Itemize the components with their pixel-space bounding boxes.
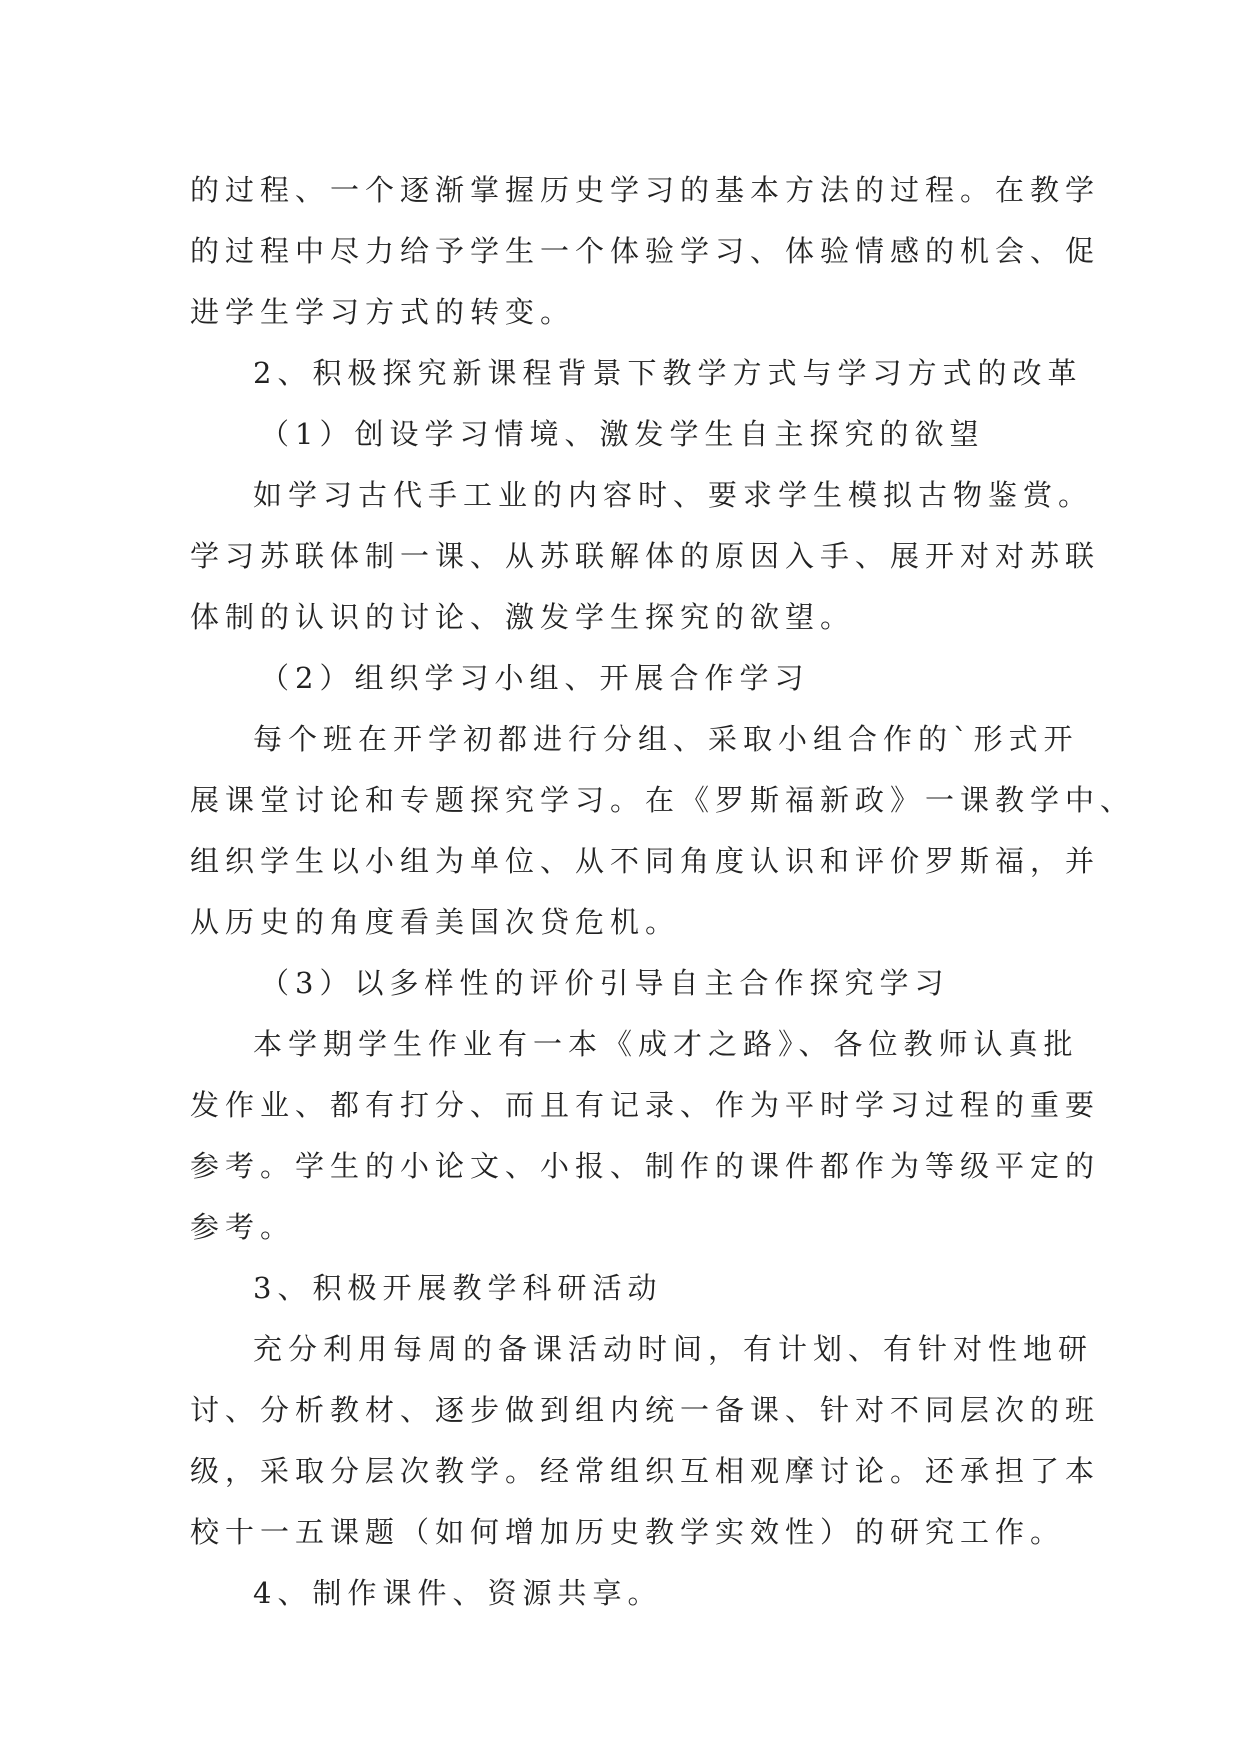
paragraph-start: 如学习古代手工业的内容时、要求学生模拟古物鉴赏。: [253, 478, 1094, 512]
subsection-heading: （1）创设学习情境、激发学生自主探究的欲望: [260, 417, 985, 451]
text-line: 发作业、都有打分、而且有记录、作为平时学习过程的重要: [190, 1088, 1101, 1122]
document-body: [190, 160, 1136, 1624]
subsection-heading: （3）以多样性的评价引导自主合作探究学习: [260, 966, 950, 1000]
section-heading: 2、积极探究新课程背景下教学方式与学习方式的改革: [253, 356, 1083, 390]
paragraph-start: 本学期学生作业有一本《成才之路》、各位教师认真批: [253, 1027, 1079, 1061]
text-line: 参考。: [190, 1210, 296, 1244]
section-heading: 3、积极开展教学科研活动: [253, 1271, 663, 1305]
text-line: 讨、分析教材、逐步做到组内统一备课、针对不同层次的班: [190, 1393, 1101, 1427]
text-line: 学习苏联体制一课、从苏联解体的原因入手、展开对对苏联: [190, 539, 1101, 573]
subsection-heading: （2）组织学习小组、开展合作学习: [260, 661, 810, 695]
text-line: 从历史的角度看美国次贷危机。: [190, 905, 681, 939]
text-line: 体制的认识的讨论、激发学生探究的欲望。: [190, 600, 856, 634]
paragraph-start: 每个班在开学初都进行分组、采取小组合作的`形式开: [253, 722, 1079, 756]
text-line: 的过程中尽力给予学生一个体验学习、体验情感的机会、促: [190, 234, 1101, 268]
text-line: 展课堂讨论和专题探究学习。在《罗斯福新政》一课教学中、: [190, 783, 1136, 817]
text-line: 级，采取分层次教学。经常组织互相观摩讨论。还承担了本: [190, 1454, 1101, 1488]
text-line: 校十一五课题（如何增加历史教学实效性）的研究工作。: [190, 1515, 1066, 1549]
paragraph-start: 充分利用每周的备课活动时间，有计划、有针对性地研: [253, 1332, 1094, 1366]
text-line: 的过程、一个逐渐掌握历史学习的基本方法的过程。在教学: [190, 173, 1101, 207]
section-heading: 4、制作课件、资源共享。: [253, 1576, 663, 1610]
text-line: 组织学生以小组为单位、从不同角度认识和评价罗斯福，并: [190, 844, 1101, 878]
text-line: 参考。学生的小论文、小报、制作的课件都作为等级平定的: [190, 1149, 1101, 1183]
text-line: 进学生学习方式的转变。: [190, 295, 576, 329]
